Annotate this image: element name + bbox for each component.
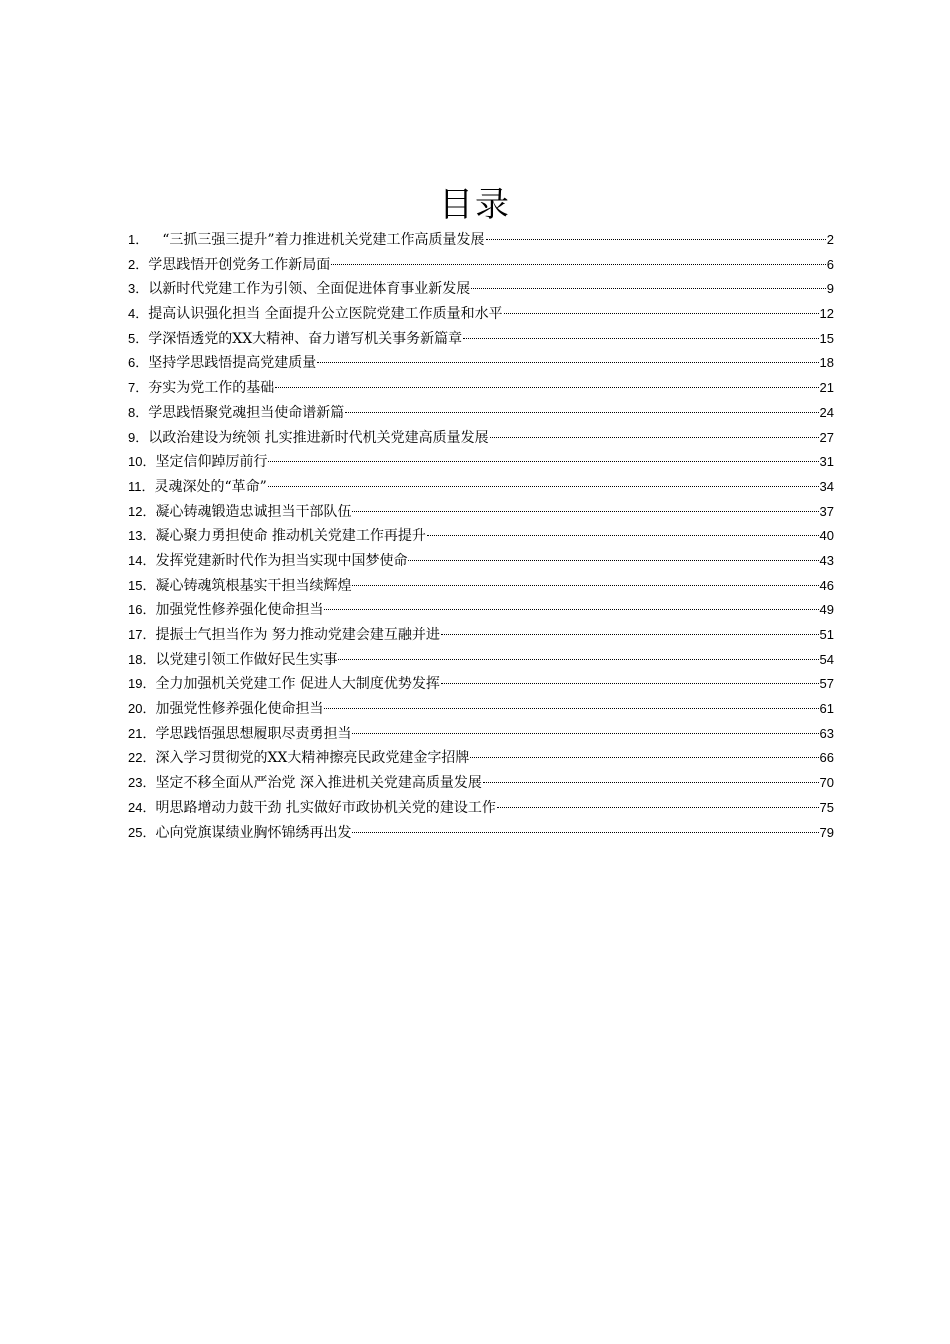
toc-dot-leader — [352, 585, 818, 586]
toc-entry-number: 7． — [128, 380, 149, 396]
toc-entry[interactable] — [128, 598, 834, 623]
toc-dot-leader — [338, 659, 818, 660]
toc-entry[interactable] — [128, 821, 834, 846]
toc-entry-page: 51 — [819, 627, 834, 642]
toc-entry-title: 凝心铸魂筑根基实干担当续辉煌 — [155, 577, 352, 594]
toc-dot-leader — [317, 362, 818, 363]
toc-entry-title: 坚定信仰踔厉前行 — [155, 454, 268, 471]
toc-dot-leader — [497, 807, 819, 808]
toc-entry-page: 31 — [819, 454, 834, 470]
toc-entry-number: 17． — [128, 627, 156, 642]
toc-entry-page: 63 — [819, 725, 834, 741]
toc-entry-number: 25． — [128, 824, 156, 840]
toc-entry-title: 提振士气担当作为 努力推动党建会建互融并进 — [155, 627, 440, 643]
toc-entry[interactable] — [128, 401, 834, 426]
toc-entry-page: 49 — [819, 602, 834, 618]
toc-entry[interactable] — [128, 796, 834, 821]
toc-dot-leader — [427, 535, 819, 536]
toc-entry[interactable] — [128, 722, 834, 747]
toc-entry-page: 18 — [819, 355, 834, 371]
toc-entry[interactable] — [128, 228, 834, 253]
toc-entry[interactable] — [128, 697, 834, 722]
toc-entry-page: 15 — [819, 330, 834, 346]
toc-dot-leader — [486, 239, 826, 240]
toc-entry-title: 加强党性修养强化使命担当 — [155, 701, 324, 718]
toc-entry-page: 12 — [819, 306, 834, 322]
toc-entry-title: “三抓三强三提升”着力推进机关党建工作高质量发展 — [162, 232, 485, 248]
toc-entry-page: 21 — [819, 380, 834, 396]
toc-dot-leader — [275, 387, 818, 388]
toc-entry[interactable] — [128, 351, 834, 376]
toc-dot-leader — [471, 288, 826, 289]
toc-dot-leader — [352, 832, 818, 833]
toc-entry-number: 22． — [128, 750, 156, 766]
toc-entry[interactable] — [128, 475, 834, 500]
toc-entry-title: 发挥党建新时代作为担当实现中国梦使命 — [155, 552, 408, 569]
toc-dot-leader — [352, 511, 818, 512]
toc-entry-number: 18． — [128, 651, 156, 667]
toc-entry-title: 凝心聚力勇担使命 推动机关党建工作再提升 — [155, 528, 426, 545]
toc-entry-page: 24 — [819, 404, 834, 420]
toc-entry-title: 学思践悟强思想履职尽责勇担当 — [155, 725, 352, 742]
toc-entry-number: 24． — [128, 799, 156, 815]
toc-entry-number: 13． — [128, 528, 156, 544]
toc-dot-leader — [463, 338, 818, 339]
toc-dot-leader — [352, 733, 818, 734]
toc-entry[interactable] — [128, 574, 834, 599]
toc-entry-number: 15． — [128, 577, 156, 593]
toc-entry[interactable] — [128, 623, 834, 648]
toc-entry[interactable] — [128, 327, 834, 352]
toc-entry[interactable] — [128, 450, 834, 475]
toc-entry-page: 2 — [826, 232, 834, 247]
toc-entry-page: 75 — [819, 799, 834, 815]
toc-entry-title: 提高认识强化担当 全面提升公立医院党建工作质量和水平 — [148, 306, 503, 323]
toc-entry-number: 2． — [128, 256, 149, 272]
toc-entry-number: 19． — [128, 676, 156, 692]
toc-entry-page: 70 — [819, 775, 834, 791]
toc-entry-title: 学思践悟聚党魂担当使命谱新篇 — [148, 404, 345, 421]
toc-entry-number: 5． — [128, 330, 149, 346]
toc-entry-page: 61 — [819, 701, 834, 717]
toc-entry-page: 43 — [819, 552, 834, 568]
toc-entry-number: 8． — [128, 404, 149, 420]
toc-entry-number: 23． — [128, 775, 156, 791]
toc-entry-number: 9． — [128, 429, 149, 445]
toc-entry-title: 明思路增动力鼓干劲 扎实做好市政协机关党的建设工作 — [155, 799, 496, 816]
toc-entry-page: 34 — [819, 478, 834, 494]
toc-dot-leader — [331, 264, 826, 265]
toc-entry-page: 46 — [819, 577, 834, 593]
toc-entry-page: 6 — [826, 256, 834, 272]
toc-entry-title: 心向党旗谋绩业胸怀锦绣再出发 — [155, 824, 352, 841]
toc-dot-leader — [441, 634, 819, 635]
toc-entry-number: 3． — [128, 281, 149, 297]
toc-entry-number: 21． — [128, 725, 156, 741]
toc-dot-leader — [504, 313, 819, 314]
toc-entry[interactable] — [128, 672, 834, 697]
toc-entry[interactable] — [128, 376, 834, 401]
toc-entry[interactable] — [128, 524, 834, 549]
toc-entry-title: 灵魂深处的“革命” — [154, 478, 267, 495]
toc-entry-number: 1． — [128, 232, 149, 247]
toc-entry-page: 57 — [819, 676, 834, 692]
toc-entry[interactable] — [128, 746, 834, 771]
toc-dot-leader — [470, 757, 818, 758]
toc-entry-title: 凝心铸魂锻造忠诚担当干部队伍 — [155, 503, 352, 520]
toc-entry-title: 全力加强机关党建工作 促进人大制度优势发挥 — [155, 676, 440, 693]
toc-entry-page: 40 — [819, 528, 834, 544]
toc-dot-leader — [408, 560, 818, 561]
toc-entry-page: 27 — [819, 429, 834, 445]
toc-entry-title: 深入学习贯彻党的XX大精神擦亮民政党建金字招牌 — [155, 750, 470, 767]
toc-entry-title: 坚持学思践悟提高党建质量 — [148, 355, 317, 372]
toc-entry[interactable] — [128, 771, 834, 796]
toc-entry-number: 20． — [128, 701, 156, 717]
toc-entry[interactable] — [128, 302, 834, 327]
toc-dot-leader — [268, 461, 818, 462]
toc-entry-title: 学思践悟开创党务工作新局面 — [148, 256, 331, 273]
toc-entry-page: 54 — [819, 651, 834, 667]
toc-entry-title: 以党建引领工作做好民生实事 — [155, 651, 338, 668]
toc-dot-leader — [490, 437, 819, 438]
toc-entry-number: 16． — [128, 602, 156, 618]
toc-entry-title: 加强党性修养强化使命担当 — [155, 602, 324, 619]
toc-dot-leader — [345, 412, 818, 413]
toc-entry[interactable] — [128, 648, 834, 673]
toc-entry[interactable] — [128, 426, 834, 451]
toc-entry[interactable] — [128, 549, 834, 574]
toc-entry-number: 11． — [128, 478, 155, 494]
toc-entry-title: 学深悟透党的XX大精神、奋力谱写机关事务新篇章 — [148, 330, 463, 347]
toc-entry-number: 14． — [128, 552, 156, 568]
toc-entry-page: 9 — [826, 281, 834, 297]
toc-entry-title: 夯实为党工作的基础 — [148, 380, 275, 397]
toc-dot-leader — [324, 708, 818, 709]
toc-list — [128, 228, 834, 845]
toc-dot-leader — [483, 782, 819, 783]
toc-dot-leader — [268, 486, 819, 487]
toc-dot-leader — [441, 683, 819, 684]
toc-entry-number: 12． — [128, 503, 156, 519]
toc-entry-number: 10． — [128, 454, 156, 470]
toc-entry-title: 以政治建设为统领 扎实推进新时代机关党建高质量发展 — [148, 429, 489, 446]
toc-entry[interactable] — [128, 500, 834, 525]
toc-entry[interactable] — [128, 253, 834, 278]
toc-entry-page: 66 — [819, 750, 834, 766]
toc-entry-number: 6． — [128, 355, 149, 371]
toc-title: 目录 — [439, 185, 511, 225]
toc-entry-page: 37 — [819, 503, 834, 519]
toc-entry-title: 坚定不移全面从严治党 深入推进机关党建高质量发展 — [155, 775, 482, 792]
toc-entry-number: 4． — [128, 306, 149, 322]
toc-dot-leader — [324, 609, 818, 610]
toc-entry[interactable] — [128, 277, 834, 302]
toc-entry-page: 79 — [819, 824, 834, 840]
toc-entry-title: 以新时代党建工作为引领、全面促进体育事业新发展 — [148, 281, 471, 298]
